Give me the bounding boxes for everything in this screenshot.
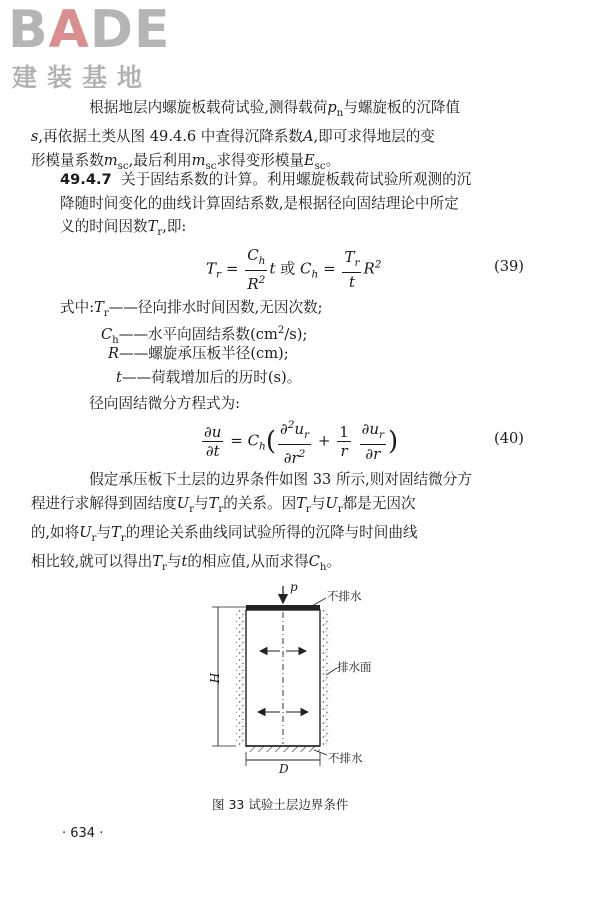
text: 都是无因次 (342, 494, 416, 512)
text: 根据地层内螺旋板载荷试验,测得载荷 (89, 99, 328, 116)
var: t (181, 553, 188, 571)
text: ——水平向固结系数(cm (118, 325, 278, 343)
var: T (344, 248, 355, 266)
sub: r (103, 307, 109, 319)
sub: sc (205, 160, 217, 172)
var: A (302, 128, 314, 146)
op: = (225, 259, 239, 278)
var: U (325, 494, 338, 512)
equation-39 (60, 246, 538, 293)
op: = (323, 259, 336, 278)
var: R (108, 345, 119, 362)
den: ∂t (205, 442, 220, 460)
logo-b: B (8, 0, 49, 60)
sub: r (189, 503, 194, 515)
fraction (245, 246, 267, 293)
equation-number: (39) (494, 258, 524, 275)
logo-rest: DE (89, 0, 171, 60)
impermeable-base (246, 746, 320, 752)
figure-caption: 图 33 试验土层边界条件 (212, 797, 349, 812)
left-drainage-layer (236, 610, 246, 746)
sub: h (258, 255, 266, 267)
equation-40 (60, 416, 538, 467)
num: ∂u (361, 420, 380, 438)
den: r (340, 442, 348, 460)
text: 关于固结系数的计算。利用螺旋板载荷试验所观测的沉 (121, 171, 472, 188)
page-number: · 634 · (62, 826, 104, 841)
text: ,即可求得地层的变 (313, 128, 435, 146)
sub: r (337, 503, 343, 515)
watermark-subtitle: 建装基地 (12, 63, 153, 92)
text: ——荷载增加后的历时(s)。 (121, 369, 302, 386)
side-boundary-label: 排水面 (337, 660, 372, 674)
equation-number: (40) (494, 430, 524, 447)
var: R (363, 259, 375, 278)
sup: 2 (277, 325, 285, 336)
sub: r (305, 503, 311, 515)
text: ,最后利用 (128, 151, 192, 169)
text: 与 (166, 553, 182, 571)
sup: 2 (258, 274, 266, 286)
sub: r (304, 429, 310, 441)
text: 的关系。因 (223, 494, 297, 512)
var: m (103, 151, 118, 169)
var: C (300, 259, 312, 278)
text: ,即: (162, 218, 187, 235)
paragraph-2: 径向固结微分方程式为: (89, 395, 241, 412)
bearing-plate (246, 605, 320, 610)
paragraph-3 (30, 468, 538, 580)
text: 的理论关系曲线同试验所得的沉降与时间曲线 (125, 523, 418, 541)
var: s (30, 128, 39, 146)
var: T (206, 259, 217, 278)
var: E (304, 151, 315, 169)
height-label: H (208, 672, 223, 684)
soil-column (246, 610, 320, 746)
text: 与 (310, 494, 326, 512)
num: 1 (339, 423, 349, 441)
text: 义的时间因数 (60, 218, 148, 235)
var: U (79, 523, 92, 541)
sub: r (216, 268, 222, 281)
fraction (360, 420, 386, 463)
leader-top (312, 598, 326, 606)
text: 程进行求解得到固结度 (30, 494, 177, 512)
text: 式中: (60, 299, 95, 316)
text: ——螺旋承压板半径(cm); (119, 345, 289, 362)
text: 的相应值,从而求得 (187, 553, 309, 571)
section-number: 49.4.7 (60, 171, 112, 188)
var: U (176, 494, 190, 512)
var: t (269, 259, 276, 278)
text: /s); (284, 325, 308, 343)
sup: 2 (287, 419, 295, 431)
text: 降随时间变化的曲线计算固结系数,是根据径向固结理论中所定 (60, 194, 459, 212)
logo-accent: A (48, 0, 90, 60)
paren-close: ) (388, 426, 399, 457)
den: ∂r (365, 445, 381, 463)
text: 求得变形模量 (216, 151, 305, 169)
sub: sc (314, 160, 326, 172)
op: ∂ (279, 420, 288, 438)
var: u (294, 420, 305, 438)
op: + (317, 431, 331, 450)
sub: r (161, 562, 167, 574)
sub: h (259, 440, 266, 453)
text: 与螺旋板的沉降值 (343, 99, 461, 116)
text: 。 (326, 553, 342, 571)
var: t (348, 273, 355, 291)
leader-bottom (314, 750, 327, 755)
text: 形模量系数 (30, 151, 104, 169)
sub: r (218, 503, 224, 515)
sup: 2 (298, 448, 306, 460)
sub: r (157, 226, 163, 238)
sub: n (336, 107, 344, 119)
text: 与 (193, 494, 209, 512)
text: 相比较,就可以得出 (30, 553, 153, 571)
top-boundary-label: 不排水 (327, 589, 362, 603)
text: 或 (280, 259, 296, 278)
text: 与 (96, 523, 112, 541)
leader-side (326, 668, 337, 675)
section-49-4-7 (60, 168, 538, 244)
sub: sc (117, 160, 129, 172)
sub: r (120, 532, 126, 544)
var: m (191, 151, 206, 169)
num: ∂u (204, 423, 222, 441)
watermark-logo (8, 0, 171, 60)
right-drainage-layer (320, 610, 330, 746)
var: T (94, 299, 104, 316)
sub: h (311, 268, 319, 281)
var: C (101, 325, 113, 343)
var: R (247, 275, 259, 293)
var: C (308, 553, 320, 571)
var: T (152, 553, 162, 571)
sup: 2 (374, 258, 382, 271)
sub: r (91, 532, 97, 544)
load-label: p (290, 580, 298, 594)
text: 假定承压板下土层的边界条件如图 33 所示,则对固结微分方 (89, 471, 472, 488)
text: ——径向排水时间因数,无因次数; (108, 299, 323, 316)
fraction (342, 248, 361, 291)
sub: r (379, 429, 385, 441)
definition-t (116, 366, 301, 389)
var: T (111, 523, 121, 541)
bottom-boundary-label: 不排水 (328, 751, 363, 765)
sub: h (319, 562, 327, 574)
sub: r (354, 257, 360, 269)
diameter-label: D (279, 762, 289, 776)
text: 的,如将 (30, 523, 80, 541)
fraction (202, 423, 223, 460)
text: 。 (325, 151, 341, 169)
fraction (278, 416, 311, 467)
var: C (247, 431, 260, 450)
sub: h (112, 334, 119, 346)
text: ,再依据土类从图 49.4.6 中查得沉降系数 (38, 128, 303, 146)
fraction (337, 423, 351, 460)
var: T (296, 494, 306, 512)
definition-r (108, 342, 289, 365)
paragraph-1 (30, 96, 538, 178)
var: p (327, 99, 337, 116)
paren-open: ( (265, 426, 276, 457)
var: T (147, 218, 158, 235)
den: ∂r (283, 449, 299, 467)
var: T (208, 494, 219, 512)
var: C (247, 246, 259, 264)
op: = (230, 431, 243, 450)
var: t (116, 369, 122, 386)
